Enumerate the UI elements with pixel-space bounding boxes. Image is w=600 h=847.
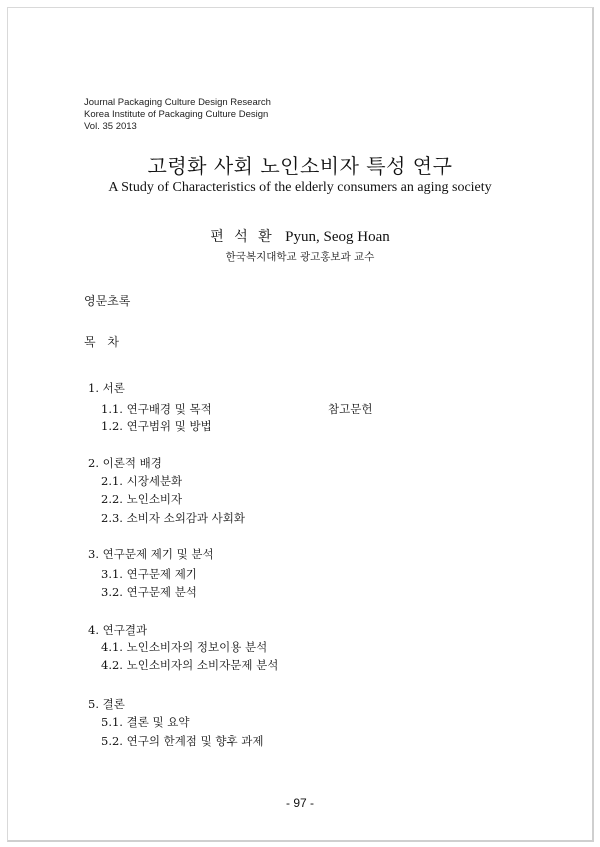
toc-number: 2.2. — [101, 492, 123, 506]
toc-text: 연구의 한계점 및 향후 과제 — [126, 734, 264, 748]
toc-subsection-1-1 — [101, 401, 212, 417]
abstract-label: 영문초록 — [84, 294, 131, 308]
paper-title-english: A Study of Characteristics of the elderly consumers an aging society — [108, 180, 492, 195]
toc-number: 5.2. — [101, 734, 123, 748]
toc-text: 결론 — [102, 697, 125, 711]
toc-number: 1. — [88, 381, 99, 395]
toc-subsection-4-1 — [101, 639, 267, 655]
toc-number: 3.2. — [101, 585, 123, 599]
author-line — [0, 226, 600, 246]
journal-name: Journal Packaging Culture Design Research — [84, 97, 271, 108]
toc-heading: 목 차 — [84, 335, 123, 349]
toc-text: 연구문제 분석 — [126, 585, 197, 599]
toc-section-3 — [88, 546, 214, 562]
toc-section-2 — [88, 455, 162, 471]
toc-section-1 — [88, 380, 125, 396]
toc-section-5 — [88, 696, 125, 712]
toc-subsection-5-2 — [101, 733, 263, 749]
journal-header — [84, 97, 271, 133]
toc-text: 노인소비자 — [126, 492, 183, 506]
toc-references: 참고문헌 — [328, 402, 373, 416]
toc-number: 4.2. — [101, 658, 123, 672]
toc-text: 서론 — [102, 381, 125, 395]
toc-text: 소비자 소외감과 사회화 — [126, 511, 246, 525]
toc-number: 2. — [88, 456, 99, 470]
toc-text: 연구범위 및 방법 — [126, 419, 212, 433]
author-affiliation: 한국복지대학교 광고홍보과 교수 — [225, 251, 375, 263]
toc-text: 연구문제 제기 — [126, 567, 197, 581]
toc-text: 연구결과 — [102, 623, 148, 637]
toc-subsection-4-2 — [101, 657, 278, 673]
toc-text: 연구문제 제기 및 분석 — [102, 547, 214, 561]
journal-volume: Vol. 35 2013 — [84, 121, 137, 132]
toc-number: 2.3. — [101, 511, 123, 525]
toc-number: 4.1. — [101, 640, 123, 654]
toc-subsection-2-2 — [101, 491, 182, 507]
toc-subsection-3-1 — [101, 566, 197, 582]
toc-number: 3. — [88, 547, 99, 561]
toc-subsection-1-2 — [101, 418, 212, 434]
toc-number: 3.1. — [101, 567, 123, 581]
toc-text: 이론적 배경 — [102, 456, 162, 470]
toc-text: 연구배경 및 목적 — [126, 402, 212, 416]
journal-publisher: Korea Institute of Packaging Culture Design — [84, 109, 269, 120]
toc-number: 1.2. — [101, 419, 123, 433]
author-name-korean: 편 석 환 — [210, 229, 275, 245]
paper-title-korean: 고령화 사회 노인소비자 특성 연구 — [147, 154, 453, 178]
author-name-english: Pyun, Seog Hoan — [285, 229, 390, 245]
toc-number: 2.1. — [101, 474, 123, 488]
toc-number: 5. — [88, 697, 99, 711]
toc-number: 5.1. — [101, 715, 123, 729]
toc-text: 시장세분화 — [126, 474, 183, 488]
toc-section-4 — [88, 622, 147, 638]
toc-number: 1.1. — [101, 402, 123, 416]
toc-subsection-2-1 — [101, 473, 182, 489]
toc-subsection-3-2 — [101, 584, 197, 600]
toc-number: 4. — [88, 623, 99, 637]
toc-text: 노인소비자의 정보이용 분석 — [126, 640, 268, 654]
toc-text: 결론 및 요약 — [126, 715, 190, 729]
toc-subsection-5-1 — [101, 714, 189, 730]
toc-text: 노인소비자의 소비자문제 분석 — [126, 658, 279, 672]
toc-subsection-2-3 — [101, 510, 245, 526]
page-number: - 97 - — [285, 796, 314, 810]
